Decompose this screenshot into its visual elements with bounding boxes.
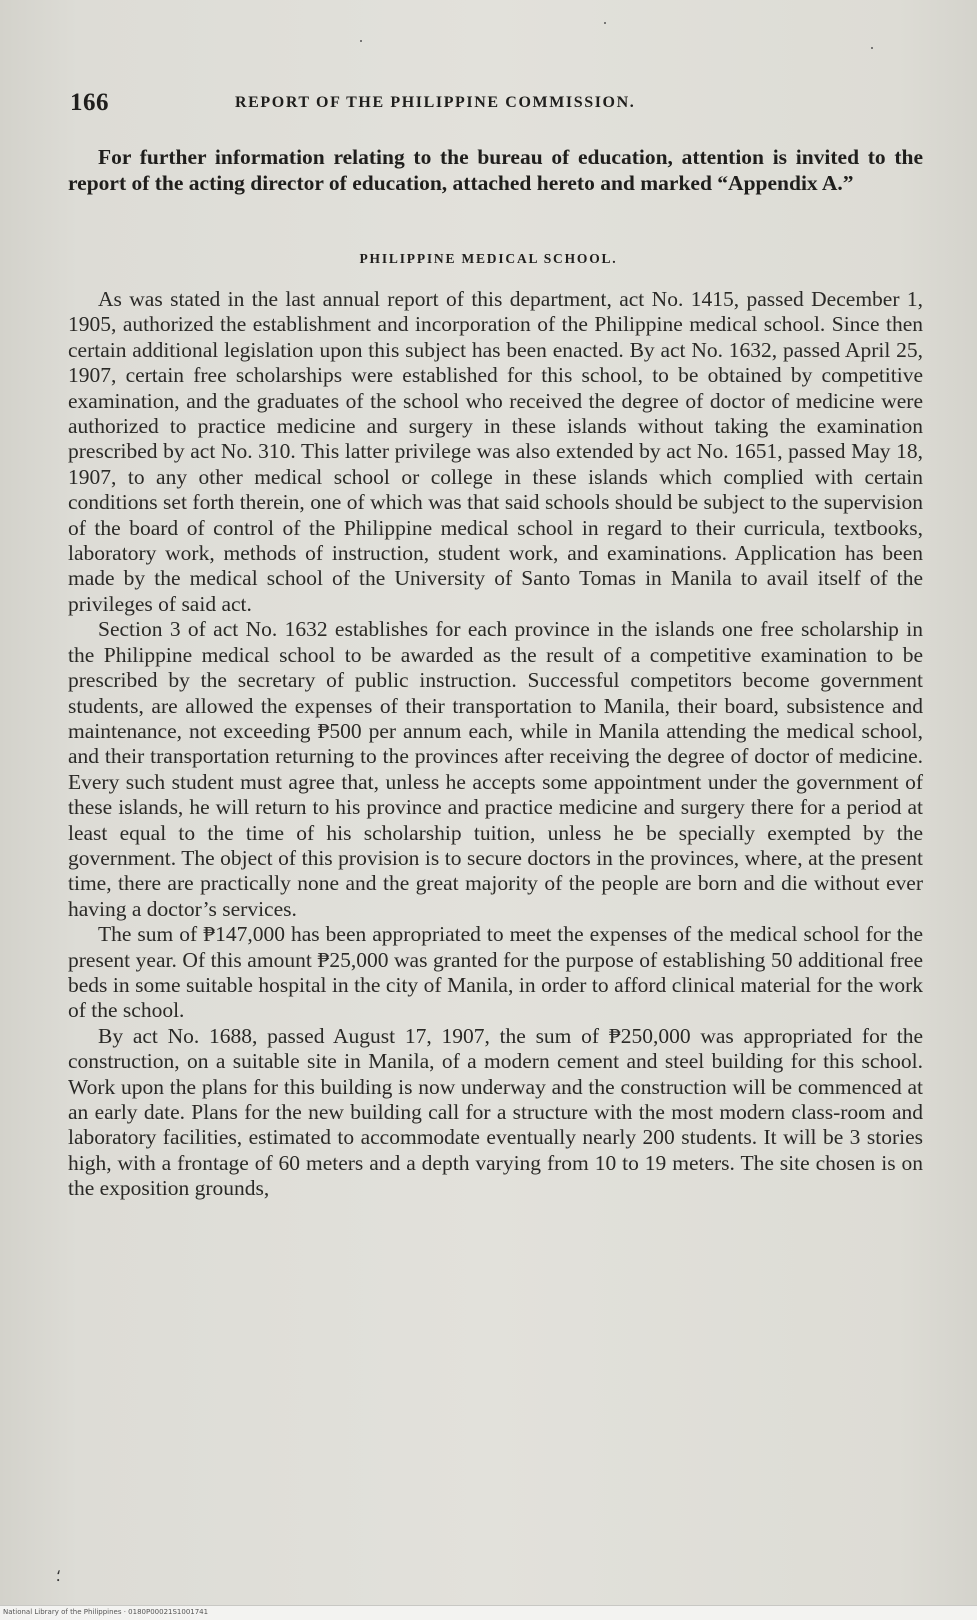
body-text bbox=[68, 287, 923, 1202]
paragraph: As was stated in the last annual report of this department, act No. 1415, passed December 1, 1905, authorized the establishment and incorporation of the Philippine medical school. Since then certain additional legislation upon this subject has been enacted. By act No. 1632, passed April 25, 1907, certain free scholarships were established for this school, to be obtained by competitive examination, and the graduates of the school who received the degree of doctor of medicine were authorized to practice medicine and surgery in these islands without taking the examination prescribed by act No. 310. This latter privilege was also extended by act No. 1651, passed May 18, 1907, to any other medical school or college in these islands which complied with certain conditions set forth therein, one of which was that said schools should be subject to the supervision of the board of control of the Philippine medical school in regard to their curricula, textbooks, laboratory work, methods of instruction, student work, and examinations. Application has been made by the medical school of the University of Santo Tomas in Manila to avail itself of the privileges of said act. bbox=[68, 287, 923, 616]
scan-speck bbox=[604, 22, 606, 24]
margin-mark: ⸵ bbox=[56, 1568, 61, 1585]
scan-footer bbox=[0, 1605, 977, 1620]
section-heading: PHILIPPINE MEDICAL SCHOOL. bbox=[359, 251, 618, 266]
paragraph: By act No. 1688, passed August 17, 1907, the sum of ₱250,000 was appropriated for the construction, on a suitable site in Manila, of a modern cement and steel building for this school. Work upon the plans for this building is now underway and the construction will be commenced at an early date. Plans for the new building call for a structure with the most modern class-room and laboratory facilities, estimated to accommodate eventually nearly 200 students. It will be 3 stories high, with a frontage of 60 meters and a depth varying from 10 to 19 meters. The site chosen is on the exposition grounds, bbox=[68, 1023, 923, 1201]
running-head: REPORT OF THE PHILIPPINE COMMISSION. bbox=[235, 94, 636, 111]
scan-source-label: National Library of the Philippines · 0180P00021S1001741 bbox=[3, 1608, 209, 1616]
scan-speck bbox=[871, 47, 873, 49]
paragraph: Section 3 of act No. 1632 establishes for each province in the islands one free scholarship in the Philippine medical school to be awarded as the result of a competitive examination to be prescribed by the secretary of public instruction. Successful competitors become government students, are allowed the expenses of their transportation to Manila, their board, subsistence and maintenance, not exceeding ₱500 per annum each, while in Manila attending the medical school, and their transportation returning to the provinces after receiving the degree of doctor of medicine. Every such student must agree that, unless he accepts some appointment under the government of these islands, he will return to his province and practice medicine and surgery there for a period at least equal to the time of his scholarship tuition, unless he be specially exempted by the government. The object of this provision is to secure doctors in the provinces, where, at the present time, there are practically none and the great majority of the people are born and die without ever having a doctor’s services. bbox=[68, 617, 923, 921]
scan-speck bbox=[360, 40, 362, 42]
paragraph: The sum of ₱147,000 has been appropriated to meet the expenses of the medical school for the present year. Of this amount ₱25,000 was granted for the purpose of establishing 50 additional free beds in some suitable hospital in the city of Manila, in order to afford clinical material for the work of the school. bbox=[68, 922, 923, 1023]
page-header bbox=[70, 89, 790, 119]
page-number: 166 bbox=[70, 89, 109, 116]
intro-paragraph: For further information relating to the bureau of education, attention is invited to the report of the acting director of education, attached hereto and marked “Appendix A.” bbox=[68, 145, 923, 195]
